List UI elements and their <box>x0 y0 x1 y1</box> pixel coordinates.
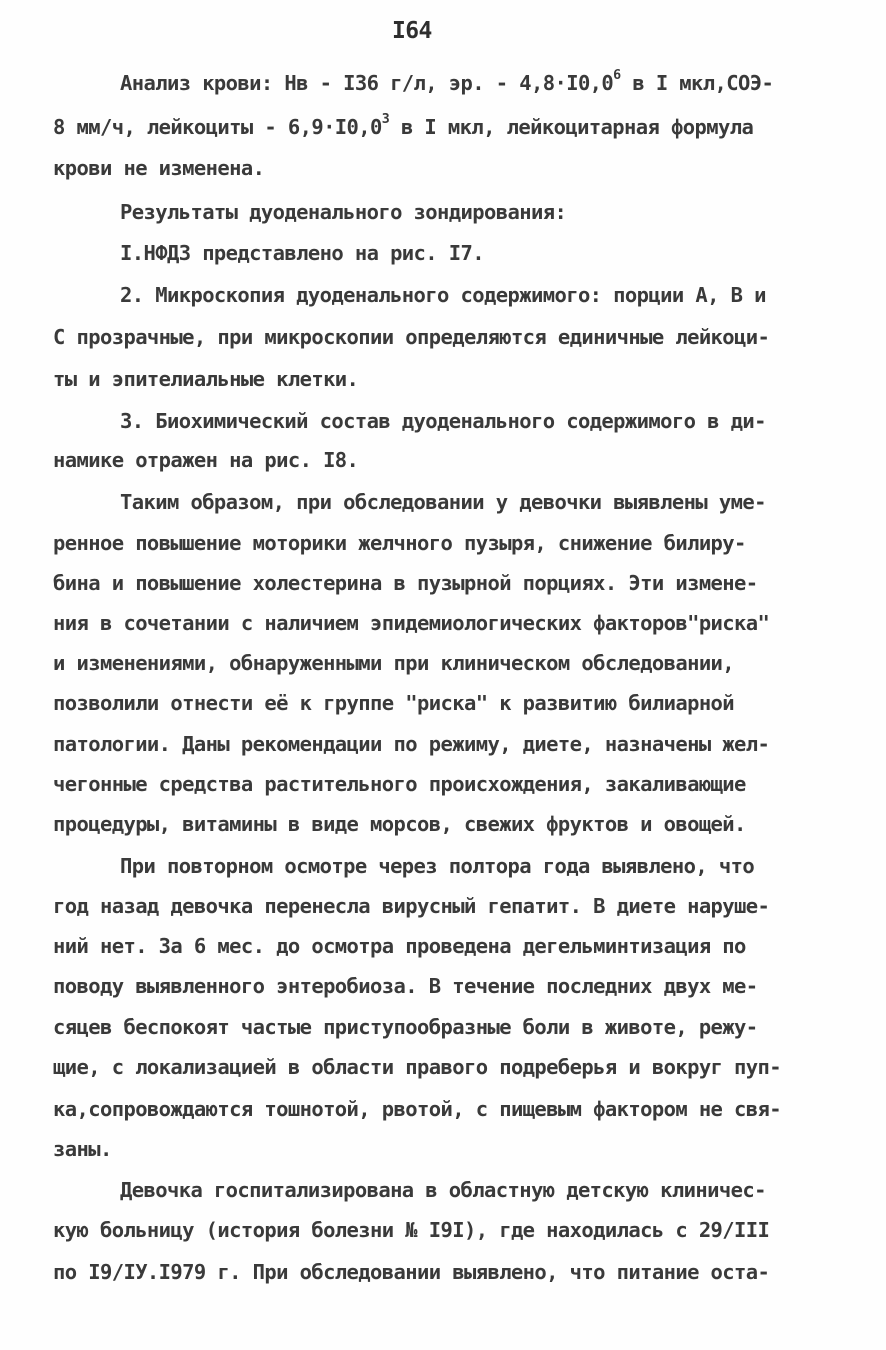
text-line: сяцев беспокоят частые приступообразные боли в животе, режу- <box>53 1015 758 1039</box>
text-line: позволили отнести её к группе "риска" к развитию билиарной <box>53 691 735 715</box>
text-line <box>120 70 773 96</box>
superscript: 6 <box>613 68 621 84</box>
text-line: по I9/IУ.I979 г. При обследовании выявлено, что питание оста- <box>53 1260 770 1284</box>
superscript: 3 <box>381 112 390 128</box>
text-line: ния в сочетании с наличием эпидемиологических факторов"риска" <box>53 611 770 635</box>
text-line: кую больницу (история болезни № I9I), где находилась с 29/III <box>53 1218 770 1242</box>
text-line: щие, с локализацией в области правого подреберья и вокруг пуп- <box>53 1055 782 1079</box>
text-line: намике отражен на рис. I8. <box>53 448 359 472</box>
text-segment: в I мкл, лейкоцитарная формула <box>389 115 754 139</box>
text-line: и изменениями, обнаруженными при клиническом обследовании, <box>53 651 735 675</box>
text-line: ренное повышение моторики желчного пузыря, снижение билиру- <box>53 531 746 555</box>
text-line: При повторном осмотре через полтора года выявлено, что <box>120 854 755 878</box>
text-line: ний нет. За 6 мес. до осмотра проведена дегельминтизация по <box>53 934 746 958</box>
text-segment: 8 мм/ч, лейкоциты - 6,9·I0,0 <box>53 115 382 139</box>
text-line: 2. Микроскопия дуоденального содержимого: порции А, В и <box>120 283 766 307</box>
text-line: Результаты дуоденального зондирования: <box>120 200 567 224</box>
text-line: процедуры, витамины в виде морсов, свежих фруктов и овощей. <box>53 812 746 836</box>
text-line: I.НФДЗ представлено на рис. I7. <box>120 241 485 265</box>
text-line: патологии. Даны рекомендации по режиму, диете, назначены жел- <box>53 732 770 756</box>
text-line: Девочка госпитализирована в областную детскую клиничес- <box>120 1178 766 1202</box>
text-line: ка,сопровождаются тошнотой, рвотой, с пищевым фактором не свя- <box>53 1097 782 1121</box>
text-line: бина и повышение холестерина в пузырной порциях. Эти измене- <box>53 571 758 595</box>
text-line: крови не изменена. <box>53 156 265 180</box>
text-line: С прозрачные, при микроскопии определяются единичные лейкоци- <box>53 325 770 349</box>
page-number: I64 <box>392 18 432 44</box>
text-segment: Анализ крови: Нв - I36 г/л, эр. - 4,8·I0,0 <box>120 71 614 95</box>
text-line: заны. <box>53 1137 112 1161</box>
text-line: ты и эпителиальные клетки. <box>53 367 359 391</box>
text-line: чегонные средства растительного происхождения, закаливающие <box>53 772 746 796</box>
text-line: 3. Биохимический состав дуоденального содержимого в ди- <box>120 409 766 433</box>
text-line: Таким образом, при обследовании у девочки выявлены уме- <box>120 490 766 514</box>
text-line: год назад девочка перенесла вирусный гепатит. В диете наруше- <box>53 894 770 918</box>
text-segment: в I мкл,СОЭ- <box>620 71 774 95</box>
text-line <box>53 114 753 140</box>
text-line: поводу выявленного энтеробиоза. В течение последних двух ме- <box>53 974 758 998</box>
